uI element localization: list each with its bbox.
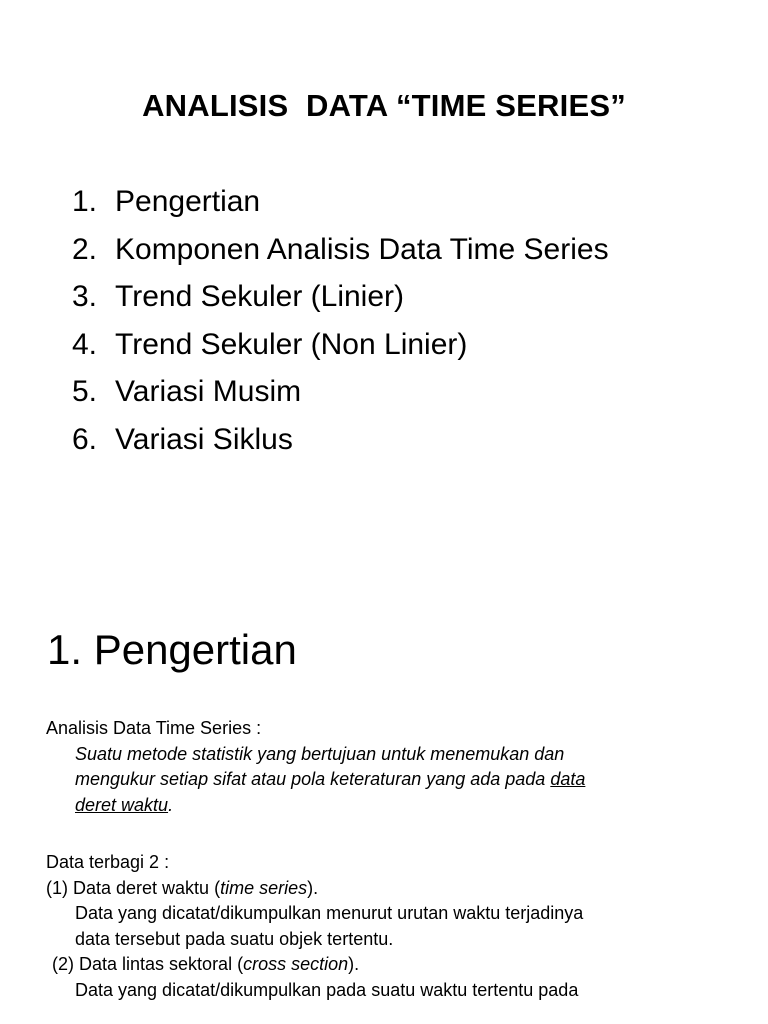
list-item (72, 416, 609, 464)
section-body (46, 716, 746, 1003)
list-item-number: 2. (72, 232, 98, 266)
list-item (72, 368, 609, 416)
list-item (72, 321, 609, 369)
type-term: time series (220, 877, 308, 898)
definition-term: data (550, 769, 586, 789)
spacer (46, 818, 746, 850)
list-item-label: Trend Sekuler (Non Linier) (115, 327, 468, 361)
definition-text: Suatu metode statistik yang bertujuan untuk menemukan dan (75, 743, 565, 764)
type-suffix: ). (348, 954, 360, 974)
definition-text: mengukur setiap sifat atau pola keteraturan yang ada pada (75, 769, 551, 789)
list-item (72, 178, 609, 226)
type-prefix: (1) Data deret waktu ( (46, 877, 221, 898)
table-of-contents (72, 178, 609, 463)
definition-term: deret waktu (75, 794, 169, 815)
types-label: Data terbagi 2 : (46, 852, 170, 872)
type-description: Data yang dicatat/dikumpulkan menurut urutan waktu terjadinya (75, 903, 584, 923)
list-item-number: 6. (72, 422, 98, 456)
list-item-label: Trend Sekuler (Linier) (115, 280, 404, 313)
page-title: ANALISIS DATA “TIME SERIES” (142, 88, 626, 123)
type-term: cross section (243, 954, 349, 974)
definition-text: . (168, 794, 174, 815)
list-item-number: 5. (72, 375, 98, 408)
type-prefix: (2) Data lintas sektoral ( (52, 954, 244, 974)
type-suffix: ). (307, 877, 319, 898)
type-item (46, 876, 746, 902)
list-item-label: Komponen Analisis Data Time Series (115, 232, 609, 266)
type-description: data tersebut pada suatu objek tertentu. (75, 928, 394, 949)
list-item-number: 3. (72, 280, 98, 313)
definition-label: Analisis Data Time Series : (46, 718, 262, 738)
slide-definition (0, 576, 768, 1024)
list-item-label: Variasi Siklus (115, 422, 293, 456)
list-item-number: 1. (72, 185, 98, 218)
type-description: Data yang dicatat/dikumpulkan pada suatu waktu tertentu pada (75, 979, 579, 1000)
list-item (72, 226, 609, 274)
list-item-label: Variasi Musim (115, 375, 302, 408)
list-item-number: 4. (72, 327, 98, 361)
definition-line (46, 742, 746, 768)
section-heading: 1. Pengertian (47, 626, 297, 673)
definition-line (46, 767, 746, 793)
list-item-label: Pengertian (115, 185, 261, 218)
type-item (46, 952, 746, 978)
definition-line (46, 793, 746, 819)
list-item (72, 273, 609, 321)
